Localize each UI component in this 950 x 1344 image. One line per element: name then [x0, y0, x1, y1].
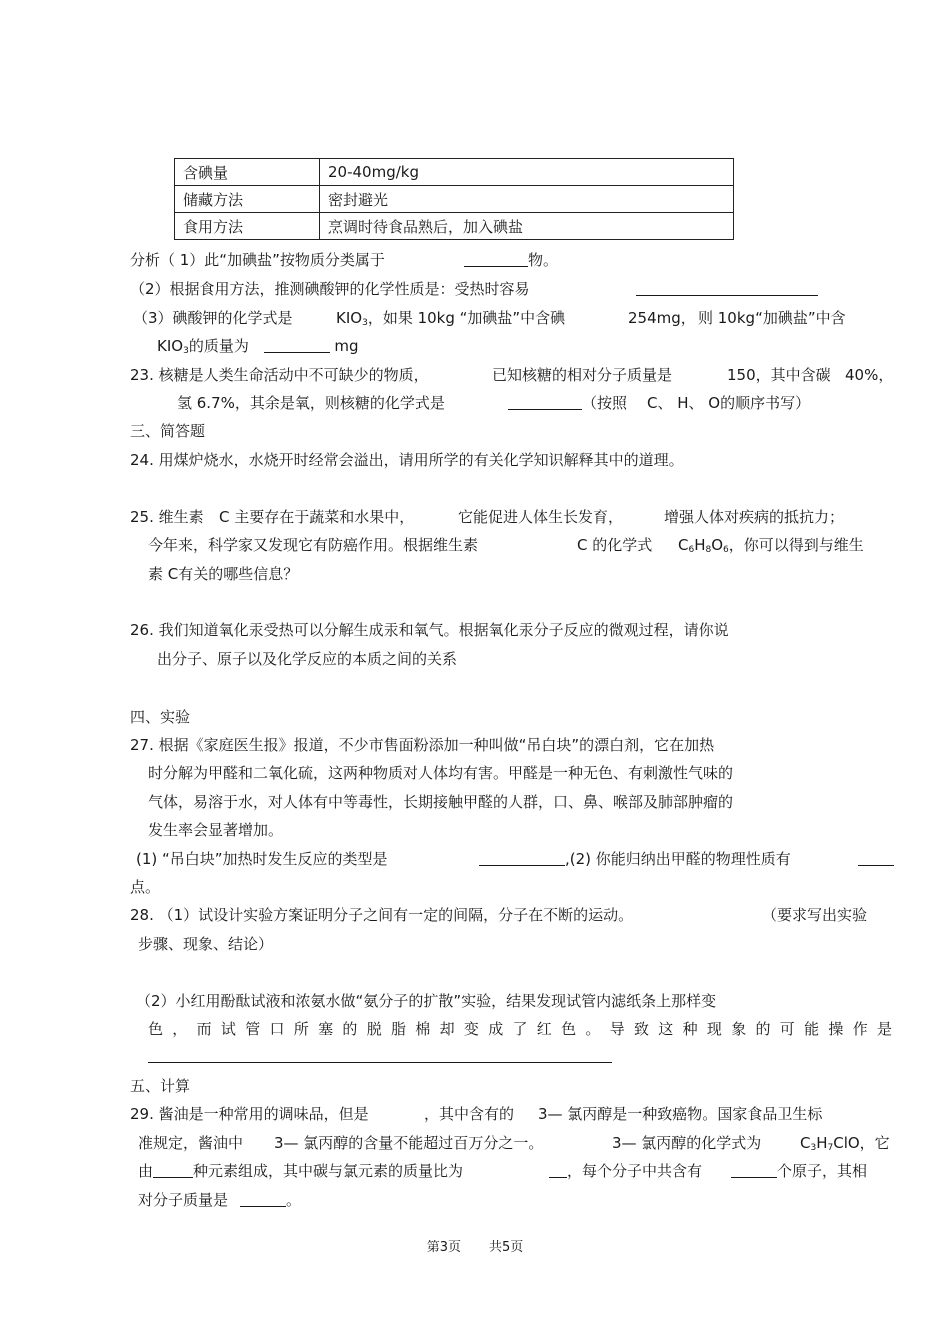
- q28-line1a: 28. （1）试设计实验方案证明分子之间有一定的间隔，分子在不断的运动。: [130, 906, 634, 924]
- q22-part2: （2）根据食用方法，推测碘酸钾的化学性质是：受热时容易: [130, 280, 530, 298]
- q29-line4: 对分子质量是 。: [138, 1191, 302, 1209]
- q22-part3: （3）碘酸钾的化学式是: [133, 309, 293, 327]
- q22-part1: 分析（ 1）此“加碘盐”按物质分类属于: [130, 251, 385, 269]
- table-value: 密封避光: [320, 186, 734, 213]
- q29-line1c: 3— 氯丙醇是一种致癌物。国家食品卫生标: [538, 1105, 823, 1123]
- q28-line4: 色，而试管口所塞的脱脂棉却变成了红色。导致这种现象的可能操作是: [148, 1020, 892, 1038]
- q22-part3-iodine: 254mg，: [628, 309, 696, 327]
- q25-line1a: 25. 维生素: [130, 508, 204, 526]
- q25-formula: $C_6H_8O_6$，你可以得到与维生: [678, 536, 864, 555]
- q23-line1a: 23. 核糖是人类生命活动中不可缺少的物质，: [130, 366, 429, 384]
- q25-line1b: C 主要存在于蔬菜和水果中，: [219, 508, 415, 526]
- q27-line5-blank: [858, 849, 894, 869]
- q29-line3c: 个原子，其相: [731, 1161, 867, 1181]
- q23-line1b: 已知核糖的相对分子质量是: [492, 366, 673, 384]
- q29-formula: $C_3H_7ClO$，它: [800, 1134, 890, 1153]
- q28-answer-line: [148, 1046, 612, 1066]
- q27-line4: 发生率会显著增加。: [148, 821, 284, 839]
- q22-part2-answer: [636, 279, 818, 299]
- q23-line2a: 氢 6.7%，其余是氧，则核糖的化学式是: [177, 394, 445, 412]
- answer-blank[interactable]: [636, 280, 818, 296]
- answer-blank[interactable]: [153, 1162, 193, 1178]
- table-value: 烹调时待食品熟后，加入碘盐: [320, 213, 734, 240]
- q23-line1c: 150，其中含碳: [727, 366, 831, 384]
- q29-line2c: 3— 氯丙醇的化学式为: [612, 1134, 762, 1152]
- q29-line2b: 3— 氯丙醇的含量不能超过百万分之一。: [274, 1134, 544, 1152]
- q29-line1a: 29. 酱油是一种常用的调味品，但是: [130, 1105, 369, 1123]
- answer-blank[interactable]: [731, 1162, 777, 1178]
- section-heading-4: 四、实验: [130, 708, 191, 726]
- q28-line1b: （要求写出实验: [762, 906, 868, 924]
- page-total: 共5页: [489, 1240, 524, 1255]
- q27-line6: 点。: [130, 878, 161, 896]
- answer-blank[interactable]: [264, 337, 330, 353]
- page-number: 第3页: [426, 1240, 461, 1255]
- table-row: [175, 213, 734, 240]
- q22-part4: $KIO_3$的质量为 mg: [157, 337, 359, 356]
- q26-line1: 26. 我们知道氧化汞受热可以分解生成汞和氧气。根据氧化汞分子反应的微观过程，请你说: [130, 621, 729, 639]
- page-footer: [0, 1236, 950, 1255]
- table-row: [175, 159, 734, 186]
- answer-blank[interactable]: [479, 850, 565, 866]
- answer-blank[interactable]: [464, 251, 528, 267]
- q29-line1b: ，其中含有的: [424, 1105, 515, 1123]
- q25-line3: 素 C有关的哪些信息？: [148, 565, 299, 583]
- q22-part3-end: 则 10kg“加碘盐”中含: [698, 309, 846, 327]
- salt-info-table: [174, 158, 734, 240]
- q25-line2b: C 的化学式: [577, 536, 653, 554]
- q25-line1d: 增强人体对疾病的抵抗力；: [664, 508, 845, 526]
- q25-line1c: 它能促进人体生长发育，: [458, 508, 624, 526]
- section-heading-5: 五、计算: [130, 1077, 191, 1095]
- answer-blank[interactable]: [549, 1162, 567, 1178]
- table-key: 食用方法: [175, 213, 320, 240]
- table-value: 20-40mg/kg: [320, 159, 734, 186]
- q26-line2: 出分子、原子以及化学反应的本质之间的关系: [157, 650, 458, 668]
- q24: 24. 用煤炉烧水，水烧开时经常会溢出，请用所学的有关化学知识解释其中的道理。: [130, 451, 684, 469]
- q28-line3: （2）小红用酚酞试液和浓氨水做“氨分子的扩散”实验，结果发现试管内滤纸条上那样变: [136, 992, 717, 1010]
- table-key: 含碘量: [175, 159, 320, 186]
- section-heading-3: 三、简答题: [130, 422, 206, 440]
- q29-line3b: ，每个分子中共含有: [549, 1161, 702, 1181]
- q22-part1-answer: 物。: [464, 250, 558, 270]
- table-key: 储藏方法: [175, 186, 320, 213]
- q23-line2c: C、 H、 O的顺序书写）: [647, 394, 811, 412]
- q27-line5a: (1) “吊白块”加热时发生反应的类型是: [136, 850, 388, 868]
- q28-line2: 步骤、现象、结论）: [138, 935, 274, 953]
- answer-blank[interactable]: [240, 1191, 286, 1207]
- q23-line1d: 40%，: [845, 366, 894, 384]
- q27-line1: 27. 根据《家庭医生报》报道，不少市售面粉添加一种叫做“吊白块”的漂白剂，它在加热: [130, 736, 715, 754]
- q27-line3: 气体，易溶于水，对人体有中等毒性，长期接触甲醛的人群，口、鼻、喉部及肺部肿瘤的: [148, 793, 734, 811]
- q27-line2: 时分解为甲醛和二氧化硫，这两种物质对人体均有害。甲醛是一种无色、有刺激性气味的: [148, 764, 734, 782]
- answer-blank[interactable]: [148, 1047, 612, 1063]
- answer-blank[interactable]: [858, 850, 894, 866]
- q29-line2a: 准规定，酱油中: [138, 1134, 244, 1152]
- q27-line5b: ,(2) 你能归纳出甲醛的物理性质有: [479, 849, 791, 869]
- q25-line2a: 今年来，科学家又发现它有防癌作用。根据维生素: [148, 536, 479, 554]
- q29-line3: 由 种元素组成，其中碳与氯元素的质量比为: [138, 1162, 464, 1180]
- q23-line2b: （按照: [508, 393, 627, 413]
- answer-blank[interactable]: [508, 394, 582, 410]
- q22-part3-formula: $KIO_3$，如果 10kg “加碘盐”中含碘: [336, 309, 566, 328]
- table-row: [175, 186, 734, 213]
